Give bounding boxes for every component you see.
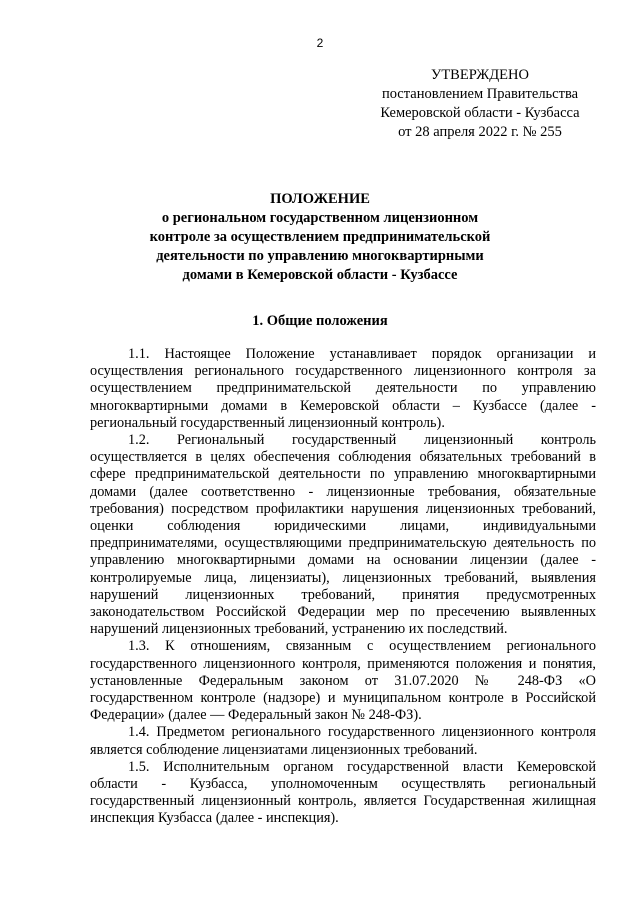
document-subtitle-line: о региональном государственном лицензионном — [161, 210, 479, 226]
section-heading: 1. Общие положения — [252, 313, 388, 329]
paragraph-1-4: 1.4. Предметом регионального государственного лицензионного контроля является соблюдение лицензиатами лицензионных требований. — [90, 724, 596, 758]
approval-block — [360, 66, 600, 142]
document-heading: ПОЛОЖЕНИЕ — [270, 191, 370, 207]
approval-line: Кемеровской области - Кузбасса — [380, 105, 580, 121]
approval-line: постановлением Правительства — [381, 86, 579, 102]
paragraph-1-1: 1.1. Настоящее Положение устанавливает порядок организации и осуществления регионального государственного лицензионного контроля за осуществлением предпринимательской деятельности по управлению многоквартирными домами в Кемеровской области – Кузбассе (далее - региональный государственный лицензионный контроль). — [90, 346, 596, 431]
document-subtitle-line: деятельности по управлению многоквартирными — [156, 248, 484, 264]
document-subtitle-line: контроле за осуществлением предпринимательской — [149, 229, 491, 245]
paragraph-1-3: 1.3. К отношениям, связанным с осуществлением регионального государственного лицензионного контроля, применяются положения и понятия, установленные Федеральным законом от 31.07.2020 № 248-ФЗ «О государственном контроле (надзоре) и муниципальном контроле в Российской Федерации» (далее — Федеральный закон № 248-ФЗ). — [90, 638, 596, 724]
page-number: 2 — [316, 36, 324, 50]
document-title — [120, 190, 520, 285]
paragraph-1-5: 1.5. Исполнительным органом государственной власти Кемеровской области - Кузбасса, уполномоченным осуществлять региональный государственный лицензионный контроль, является Государственная жилищная инспекция Кузбасса (далее - инспекция). — [90, 758, 596, 827]
approval-date: от 28 апреля 2022 г. № 255 — [398, 124, 562, 140]
body-text — [90, 346, 596, 828]
approval-title: УТВЕРЖДЕНО — [431, 67, 529, 83]
paragraph-1-2: 1.2. Региональный государственный лицензионный контроль осуществляется в целях обеспечения соблюдения обязательных требований в сфере предпринимательской деятельности по управлению многоквартирными домами (далее соответственно - лицензионные требования, обязательные требования) посредством профилактики нарушения лицензионных требований, оценки соблюдения юридическими лицами, индивидуальными предпринимателями, осуществляющими предпринимательскую деятельность по управлению многоквартирными домами на основании лицензии (далее - контролируемые лица, лицензиаты), лицензионных требований, выявления нарушений лицензионных требований, принятия предусмотренных законодательством Российской Федерации мер по пресечению выявленных нарушений лицензионных требований, устранению их последствий. — [90, 432, 596, 638]
document-subtitle-line: домами в Кемеровской области - Кузбассе — [182, 267, 458, 283]
